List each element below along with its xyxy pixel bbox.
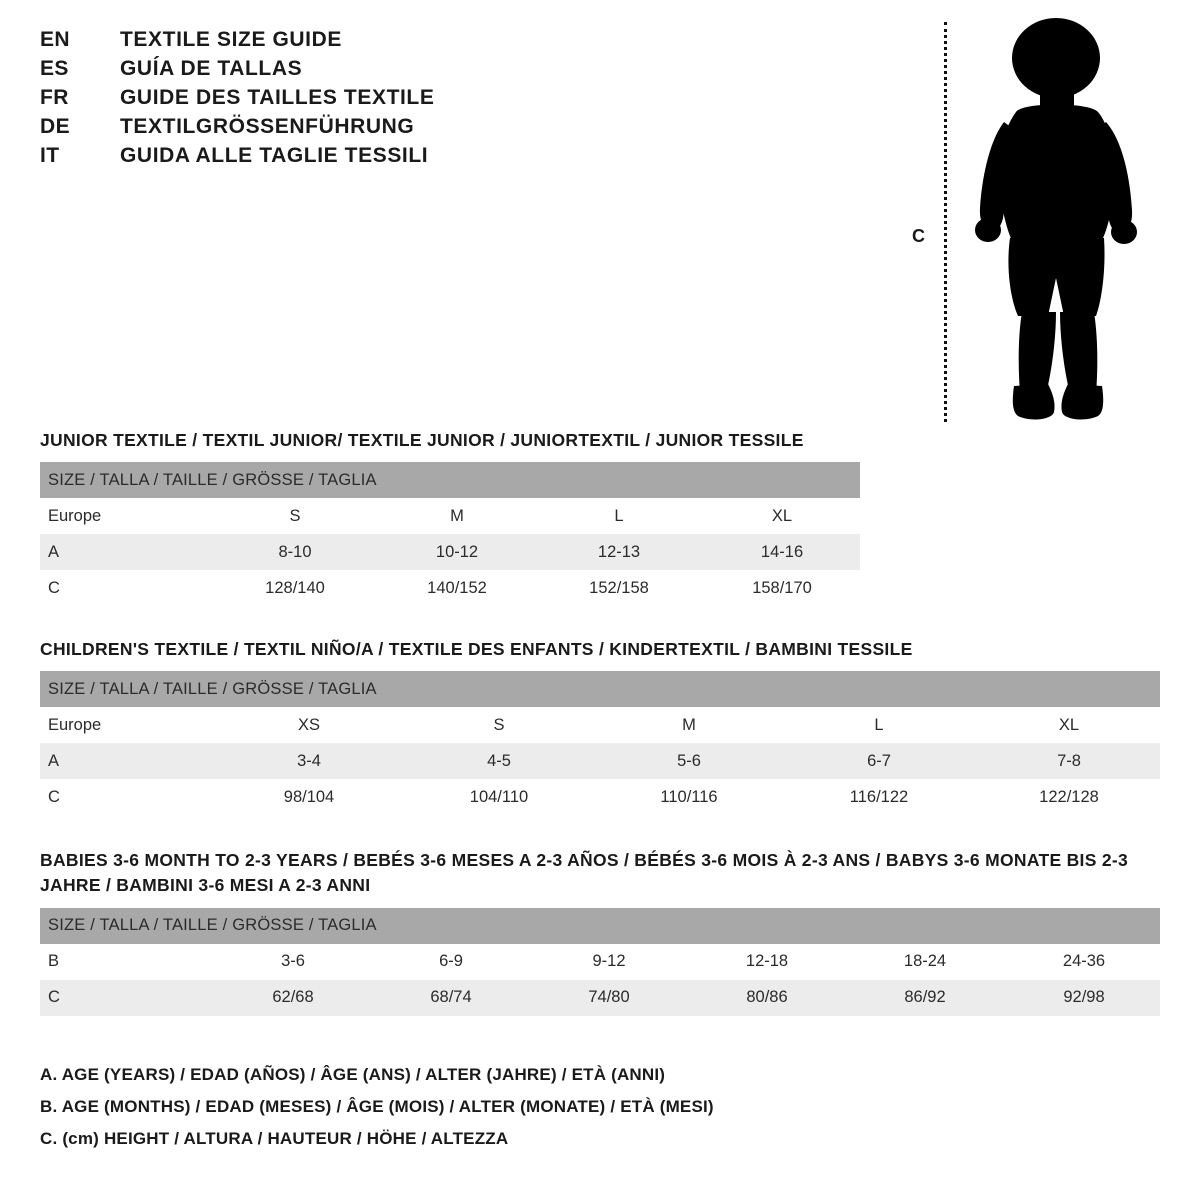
table-row [40,743,1160,779]
section-babies-textile [40,848,1160,1016]
cell: 104/110 [400,779,590,815]
section-childrens-textile [40,637,1160,815]
cell: 116/122 [780,779,970,815]
table-row [40,534,860,570]
cell: 5-6 [590,743,780,779]
language-code: DE [40,115,70,138]
table-band-header [40,671,1160,707]
cell: 68/74 [368,980,526,1016]
cell: XS [210,707,400,743]
cell: 4-5 [400,743,590,779]
row-label: B [40,944,210,980]
cell: 74/80 [526,980,684,1016]
language-row-it [40,144,600,168]
cell: 110/116 [590,779,780,815]
child-silhouette-icon [960,16,1150,426]
language-row-fr [40,86,600,110]
cell: 98/104 [210,779,400,815]
cell: M [372,498,534,534]
cell: S [210,498,372,534]
band-label: SIZE / TALLA / TAILLE / GRÖSSE / TAGLIA [40,462,860,498]
cell: 12-18 [684,944,842,980]
language-title: TEXTILE SIZE GUIDE [120,28,342,51]
cell: 92/98 [1000,980,1160,1016]
section-title: BABIES 3-6 MONTH TO 2-3 YEARS / BEBÉS 3-6 MESES A 2-3 AÑOS / BÉBÉS 3-6 MOIS À 2-3 ANS / BABYS 3-6 MONATE BIS 2-3 JAHRE / BAMBINI 3-6 MESI A 2-3 ANNI [40,850,1129,896]
band-label: SIZE / TALLA / TAILLE / GRÖSSE / TAGLIA [40,908,1160,944]
cell: 122/128 [970,779,1160,815]
cell: 9-12 [526,944,684,980]
table-row [40,498,860,534]
row-label: Europe [40,498,210,534]
cell: M [590,707,780,743]
cell: 10-12 [372,534,534,570]
cell: 14-16 [696,534,860,570]
footnote-a: A. AGE (YEARS) / EDAD (AÑOS) / ÂGE (ANS) / ALTER (JAHRE) / ETÀ (ANNI) [40,1065,666,1084]
cell: 80/86 [684,980,842,1016]
language-code: FR [40,86,69,109]
language-row-de [40,115,600,139]
cell: 8-10 [210,534,372,570]
table-row [40,944,1160,980]
cell: 7-8 [970,743,1160,779]
language-title-block [40,28,600,173]
table-row [40,570,860,606]
height-measure-figure [912,8,1152,428]
language-title: GUIDE DES TAILLES TEXTILE [120,86,435,109]
cell: 12-13 [534,534,696,570]
row-label: C [40,779,210,815]
row-label: Europe [40,707,210,743]
cell: 18-24 [842,944,1000,980]
footnote-c: C. (cm) HEIGHT / ALTURA / HAUTEUR / HÖHE / ALTEZZA [40,1129,509,1148]
language-title: TEXTILGRÖSSENFÜHRUNG [120,115,415,138]
language-code: ES [40,57,69,80]
cell: 3-6 [210,944,368,980]
language-row-es [40,57,600,81]
cell: 6-7 [780,743,970,779]
section-title: JUNIOR TEXTILE / TEXTIL JUNIOR/ TEXTILE JUNIOR / JUNIORTEXTIL / JUNIOR TESSILE [40,430,804,450]
footnote-block [40,1065,1160,1161]
cell: 24-36 [1000,944,1160,980]
table-row [40,779,1160,815]
cell: L [534,498,696,534]
cell: XL [696,498,860,534]
babies-size-table [40,908,1160,1016]
cell: 3-4 [210,743,400,779]
table-band-header [40,462,860,498]
language-row-en [40,28,600,52]
cell: XL [970,707,1160,743]
cell: 62/68 [210,980,368,1016]
footnote-b: B. AGE (MONTHS) / EDAD (MESES) / ÂGE (MOIS) / ALTER (MONATE) / ETÀ (MESI) [40,1097,714,1116]
junior-size-table [40,462,860,606]
table-row [40,980,1160,1016]
cell: 140/152 [372,570,534,606]
row-label: C [40,980,210,1016]
table-row [40,707,1160,743]
children-size-table [40,671,1160,815]
cell: 158/170 [696,570,860,606]
measure-dotted-line [944,22,947,422]
section-title: CHILDREN'S TEXTILE / TEXTIL NIÑO/A / TEXTILE DES ENFANTS / KINDERTEXTIL / BAMBINI TESSILE [40,639,913,659]
row-label: C [40,570,210,606]
language-code: IT [40,144,60,167]
table-band-header [40,908,1160,944]
row-label: A [40,534,210,570]
cell: L [780,707,970,743]
measure-label-c: C [912,226,925,246]
cell: 152/158 [534,570,696,606]
row-label: A [40,743,210,779]
cell: 128/140 [210,570,372,606]
cell: S [400,707,590,743]
section-junior-textile [40,428,1160,606]
language-title: GUIDA ALLE TAGLIE TESSILI [120,144,429,167]
cell: 86/92 [842,980,1000,1016]
language-title: GUÍA DE TALLAS [120,57,303,80]
cell: 6-9 [368,944,526,980]
band-label: SIZE / TALLA / TAILLE / GRÖSSE / TAGLIA [40,671,1160,707]
language-code: EN [40,28,70,51]
